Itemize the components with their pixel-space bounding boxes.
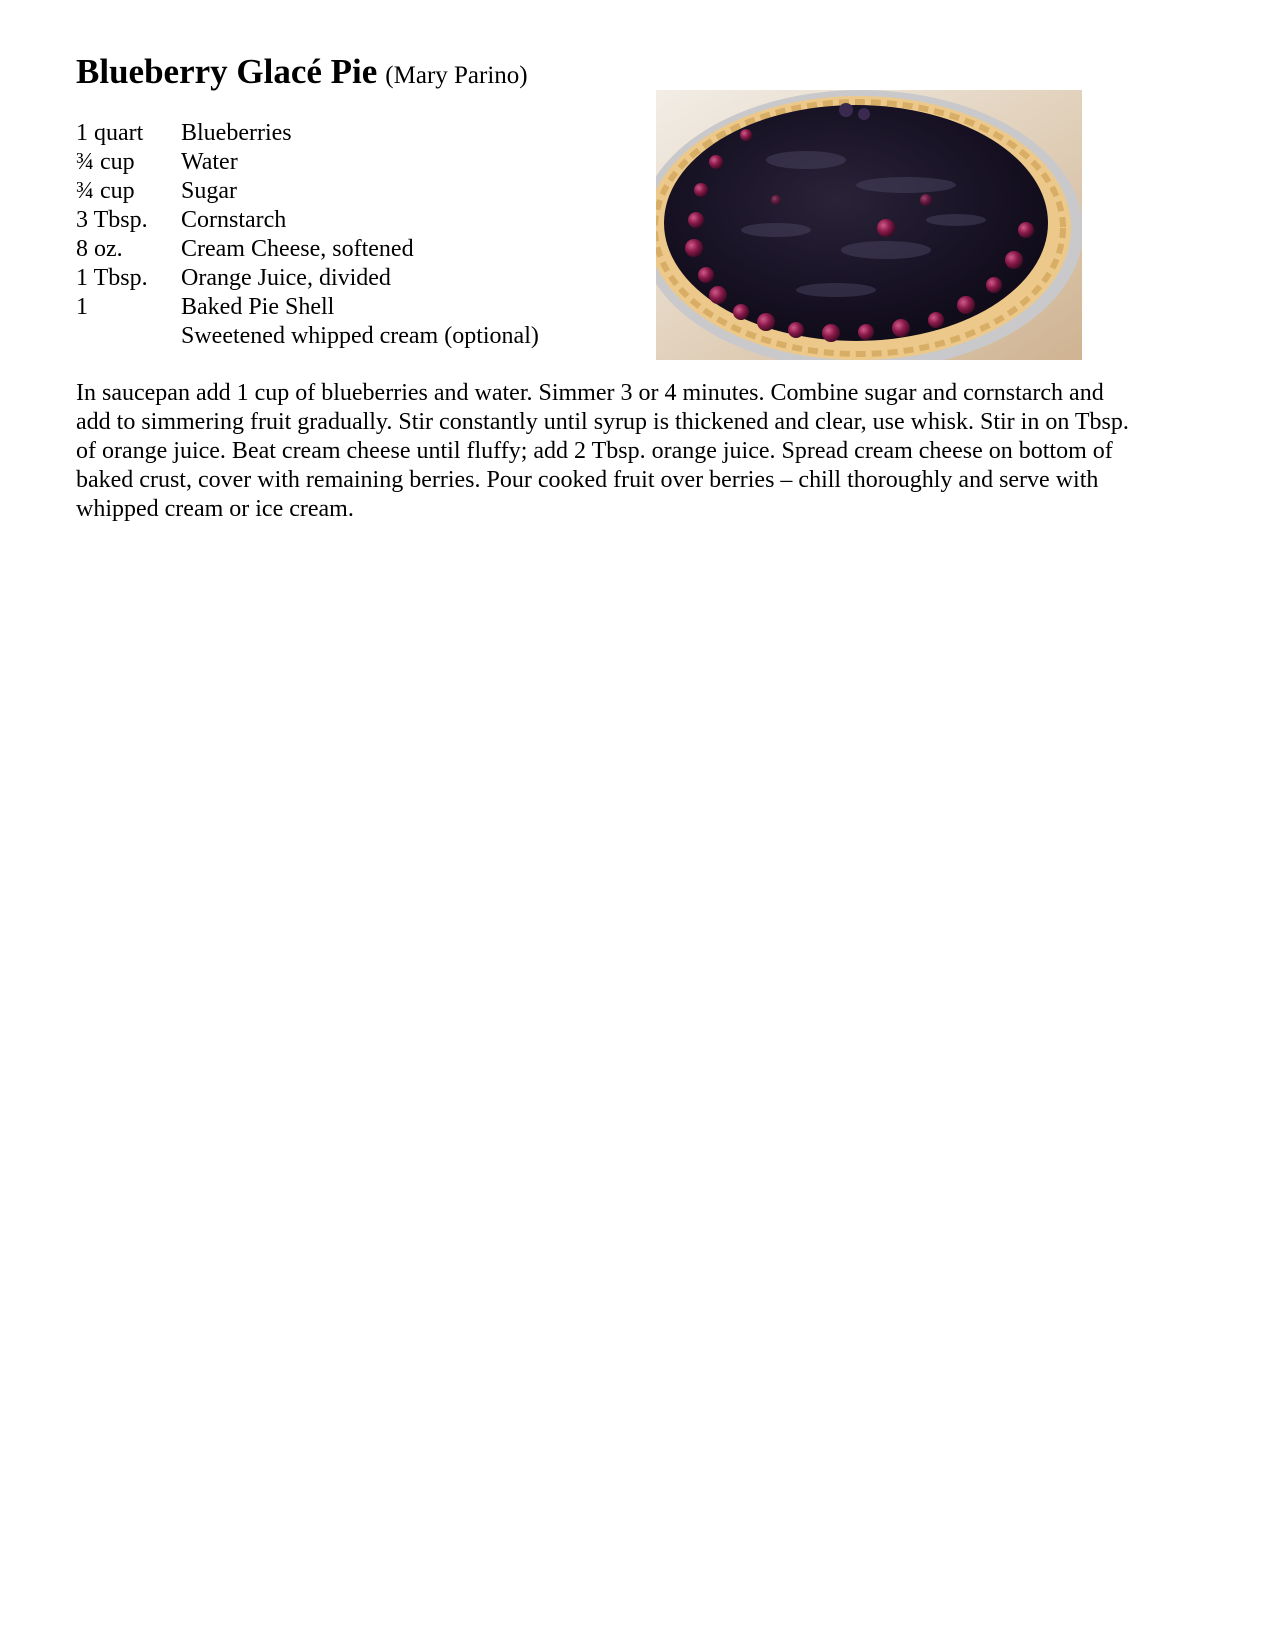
ingredient-name: Cream Cheese, softened	[181, 236, 414, 262]
ingredient-row	[76, 148, 539, 177]
ingredient-quantity: ¾ cup	[76, 149, 135, 175]
ingredient-name: Cornstarch	[181, 207, 287, 233]
title-line	[76, 52, 528, 92]
ingredient-quantity: ¾ cup	[76, 178, 135, 204]
ingredient-quantity	[76, 322, 181, 351]
ingredient-quantity: 1 quart	[76, 120, 144, 146]
ingredient-quantity: 8 oz.	[76, 236, 123, 262]
recipe-author: (Mary Parino)	[385, 62, 528, 89]
ingredient-name: Blueberries	[181, 120, 292, 146]
ingredient-row	[76, 206, 539, 235]
ingredient-row	[76, 264, 539, 293]
ingredient-name: Orange Juice, divided	[181, 265, 391, 291]
ingredient-name: Water	[181, 149, 238, 175]
recipe-instructions: In saucepan add 1 cup of blueberries and water. Simmer 3 or 4 minutes. Combine sugar and cornstarch and add to simmering fruit gradually. Stir constantly until syrup is thickened and clear, use whisk. Stir in on Tbsp. of orange juice. Beat cream cheese until fluffy; add 2 Tbsp. orange juice. Spread cream cheese on bottom of baked crust, cover with remaining berries. Pour cooked fruit over berries – chill thoroughly and serve with whipped cream or ice cream.	[76, 380, 1129, 522]
pie-photo-drawing	[656, 90, 1082, 360]
ingredient-name: Sweetened whipped cream (optional)	[181, 323, 539, 349]
pie-photo	[656, 90, 1082, 360]
ingredient-row	[76, 322, 539, 351]
ingredient-name: Baked Pie Shell	[181, 294, 335, 320]
ingredient-quantity: 1	[76, 294, 88, 320]
ingredient-quantity: 1 Tbsp.	[76, 265, 148, 291]
blueberry-filling	[664, 105, 1048, 341]
ingredient-row	[76, 177, 539, 206]
ingredient-row	[76, 293, 539, 322]
ingredient-name: Sugar	[181, 178, 237, 204]
ingredient-list	[76, 119, 539, 351]
ingredient-row	[76, 235, 539, 264]
ingredient-quantity: 3 Tbsp.	[76, 207, 148, 233]
recipe-title: Blueberry Glacé Pie	[76, 52, 378, 91]
ingredient-row	[76, 119, 539, 148]
